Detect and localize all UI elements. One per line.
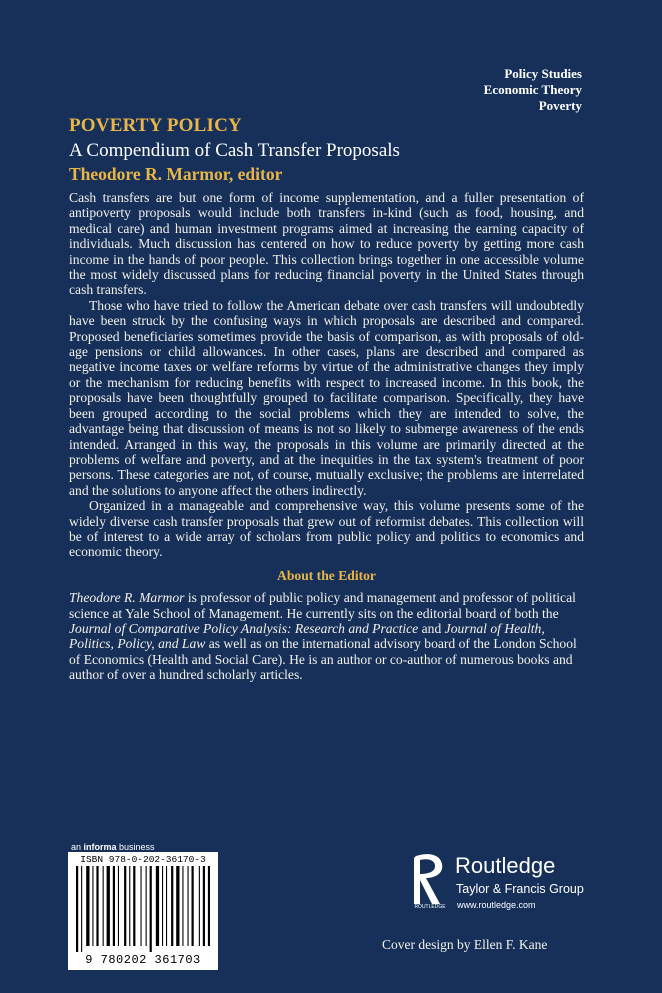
about-text-part: as well as on the international advisory board of the London School of Economics (Health and Social Care). He is an author or co-author of numerous books and author of over a hundred scholarly articles. [69, 636, 577, 683]
publisher-group: Taylor & Francis Group [456, 882, 584, 896]
barcode-bar [113, 866, 115, 946]
about-text-part: and [418, 620, 445, 636]
blurb-body [69, 190, 584, 683]
blurb-paragraph: Cash transfers are but one form of income supplementation, and a fuller presentation of antipoverty proposals would include both transfers in-kind (such as food, housing, and medical care) and human investment programs aimed at increasing the earning capacity of individuals. Much discussion has centered on how to reduce poverty by getting more cash income in the hands of poor people. This collection brings together in one accessible volume the most widely discussed plans for reducing financial poverty in the United States through cash transfers. [69, 190, 584, 298]
barcode-bar [150, 866, 152, 952]
ean-digits: 9 780202 361703 [85, 953, 201, 967]
barcode-bar [129, 866, 130, 946]
barcode-bar [188, 866, 189, 946]
blurb-paragraph: Those who have tried to follow the American debate over cash transfers will undoubtedly have been struck by the confusing ways in which proposals are described and compared. Proposed beneficiaries sometimes provide the basis of comparison, as with proposals of old-age pensions or child allowances. In other cases, plans are described and compared as negative income taxes or welfare reforms by virtue of the administrative changes they imply or the mechanism for reducing benefits with respect to increased income. In this book, the proposals have been thoughtfully grouped to facilitate comparison. Specifically, they have been grouped according to the social problems which they are intended to solve, the advantage being that discussion of means is not so likely to submerge awareness of the ends intended. Arranged in this way, the proposals in this volume are primarily directed at the problems of welfare and poverty, and at the inequities in the tax system's treatment of poor persons. These categories are not, of course, mutually exclusive; the problems are interrelated and the solutions to anyone affect the others indirectly. [69, 297, 584, 498]
barcode-bar [118, 866, 119, 946]
routledge-logo-icon [412, 850, 448, 910]
journal-title: Journal of Health, Politics, Policy, and Law [69, 620, 545, 652]
editor-name: Theodore R. Marmor [69, 590, 185, 606]
svg-text:ROUTLEDGE: ROUTLEDGE [414, 904, 446, 910]
editor-credit: Theodore R. Marmor, editor [69, 164, 283, 184]
barcode-bar [162, 866, 163, 946]
subject-category: Policy Studies [504, 66, 582, 81]
barcode-bar [199, 866, 200, 946]
barcode-bar [182, 866, 183, 946]
barcode-bars [76, 866, 210, 952]
barcode-bar [156, 866, 159, 946]
about-text-part: is professor of public policy and management and professor of political science at Yale School of Management. He currently sits on the editorial board of both the [69, 590, 576, 621]
barcode-bar [171, 866, 173, 946]
barcode-bar [146, 866, 147, 946]
about-editor-text [69, 590, 584, 682]
informa-prefix: an [71, 842, 84, 852]
barcode-bar [166, 866, 167, 946]
publisher-url: www.routledge.com [457, 900, 536, 910]
book-subtitle: A Compendium of Cash Transfer Proposals [69, 140, 400, 161]
barcode-bar [96, 866, 98, 946]
subject-category: Poverty [538, 98, 582, 113]
isbn-label: ISBN 978-0-202-36170-3 [80, 854, 206, 865]
barcode-bar [208, 866, 210, 946]
informa-tagline [71, 842, 155, 852]
blurb-paragraph: Organized in a manageable and comprehensive way, this volume presents some of the widely diverse cash transfer proposals that grew out of reformist debates. This collection will be of interest to a wide array of scholars from public policy and politics to economics and economic theory. [69, 498, 584, 560]
barcode-bar [203, 866, 205, 946]
barcode-bar [76, 866, 78, 952]
informa-brand: informa [83, 842, 117, 852]
isbn-barcode [68, 852, 218, 970]
subject-category: Economic Theory [483, 82, 582, 97]
book-title: POVERTY POLICY [69, 115, 242, 136]
barcode-bar [103, 866, 104, 946]
barcode-bar [92, 866, 93, 946]
cover-design-credit: Cover design by Ellen F. Kane [382, 937, 548, 952]
barcode-bar [133, 866, 135, 946]
about-editor-heading: About the Editor [277, 567, 376, 583]
subject-categories [484, 66, 582, 114]
barcode-bar [141, 866, 142, 946]
barcode-bar [107, 866, 110, 946]
journal-title: Journal of Comparative Policy Analysis: Research and Practice [69, 620, 419, 636]
informa-suffix: business [116, 842, 155, 852]
barcode-bar [81, 866, 82, 952]
barcode-bar [124, 866, 126, 946]
publisher-name: Routledge [455, 853, 556, 878]
barcode-bar [86, 866, 89, 946]
barcode-bar [176, 866, 179, 946]
barcode-bar [192, 866, 194, 946]
